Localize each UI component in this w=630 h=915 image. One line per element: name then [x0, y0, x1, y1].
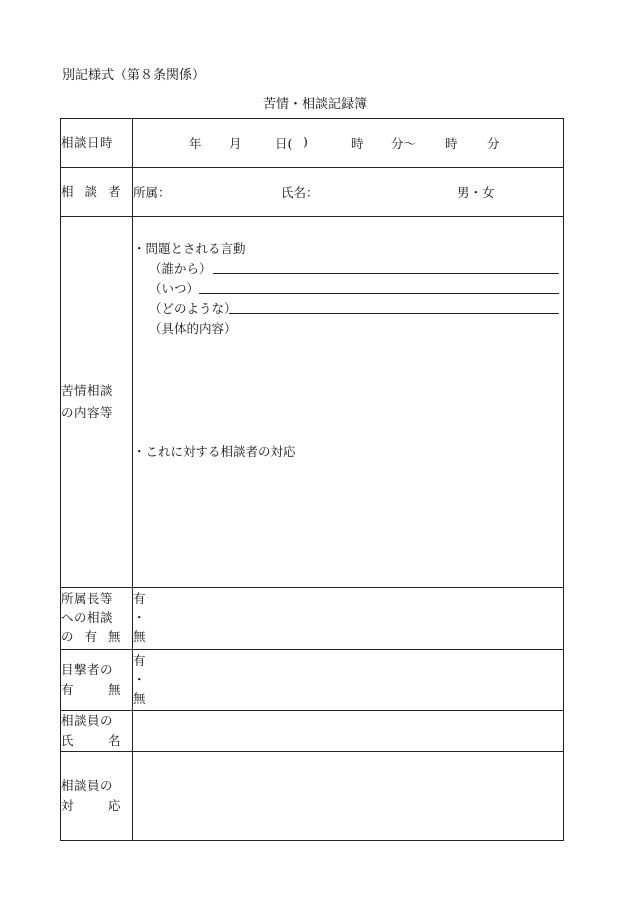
paren-close-text: ) [303, 134, 308, 149]
specifics-label: （具体的内容） [149, 321, 237, 336]
row-counselor-name [61, 711, 564, 752]
label-counselor-response: 相談員の 対 応 [61, 752, 133, 841]
row-consulter [61, 168, 564, 217]
row-datetime [61, 119, 564, 168]
minute1-text: 分〜 [391, 136, 417, 151]
row-witness [61, 650, 564, 711]
how-input-line[interactable] [229, 313, 559, 314]
field-detail[interactable] [133, 217, 564, 588]
behavior-header: ・問題とされる言動 [133, 241, 246, 256]
yes-option[interactable]: 有 [133, 591, 146, 606]
month-text: 月 [229, 136, 242, 151]
field-witness[interactable] [133, 650, 564, 711]
field-supervisor[interactable] [133, 588, 564, 650]
label-consulter: 相 談 者 [61, 168, 133, 217]
when-input-line[interactable] [199, 293, 559, 294]
hour2-text: 時 [445, 136, 458, 151]
name-label: 氏名： [281, 185, 319, 200]
no-option[interactable]: 無 [133, 691, 146, 706]
how-label: （どのような） [149, 301, 237, 316]
field-counselor-response[interactable] [133, 752, 564, 841]
who-label: （誰から） [149, 261, 212, 276]
year-text: 年 [189, 136, 202, 151]
hour1-text: 時 [351, 136, 364, 151]
who-input-line[interactable] [213, 273, 559, 274]
form-caption: 別記様式（第８条関係） [62, 68, 206, 83]
label-witness: 目撃者の 有 無 [61, 650, 133, 711]
field-consulter[interactable] [133, 168, 564, 217]
separator-dot: ・ [133, 610, 146, 625]
field-counselor-name[interactable] [133, 711, 564, 752]
field-datetime[interactable] [133, 119, 564, 168]
document-title: 苦情・相談記録簿 [262, 97, 367, 112]
day-text: 日( [275, 136, 293, 151]
label-counselor-name: 相談員の 氏 名 [61, 711, 133, 752]
label-supervisor: 所属長等 への相談 の 有 無 [61, 588, 133, 650]
affiliation-label: 所属： [133, 185, 171, 200]
row-detail [61, 217, 564, 588]
row-counselor-response [61, 752, 564, 841]
when-label: （いつ） [149, 281, 200, 296]
gender-options: 男・女 [457, 185, 495, 200]
label-detail: 苦情相談 の内容等 [61, 217, 133, 588]
minute2-text: 分 [487, 136, 500, 151]
consultation-record-table [60, 118, 564, 841]
label-datetime: 相談日時 [61, 119, 133, 168]
no-option[interactable]: 無 [133, 629, 146, 644]
separator-dot: ・ [133, 672, 146, 687]
response-header: ・これに対する相談者の対応 [133, 444, 296, 459]
row-supervisor [61, 588, 564, 650]
yes-option[interactable]: 有 [133, 653, 146, 668]
